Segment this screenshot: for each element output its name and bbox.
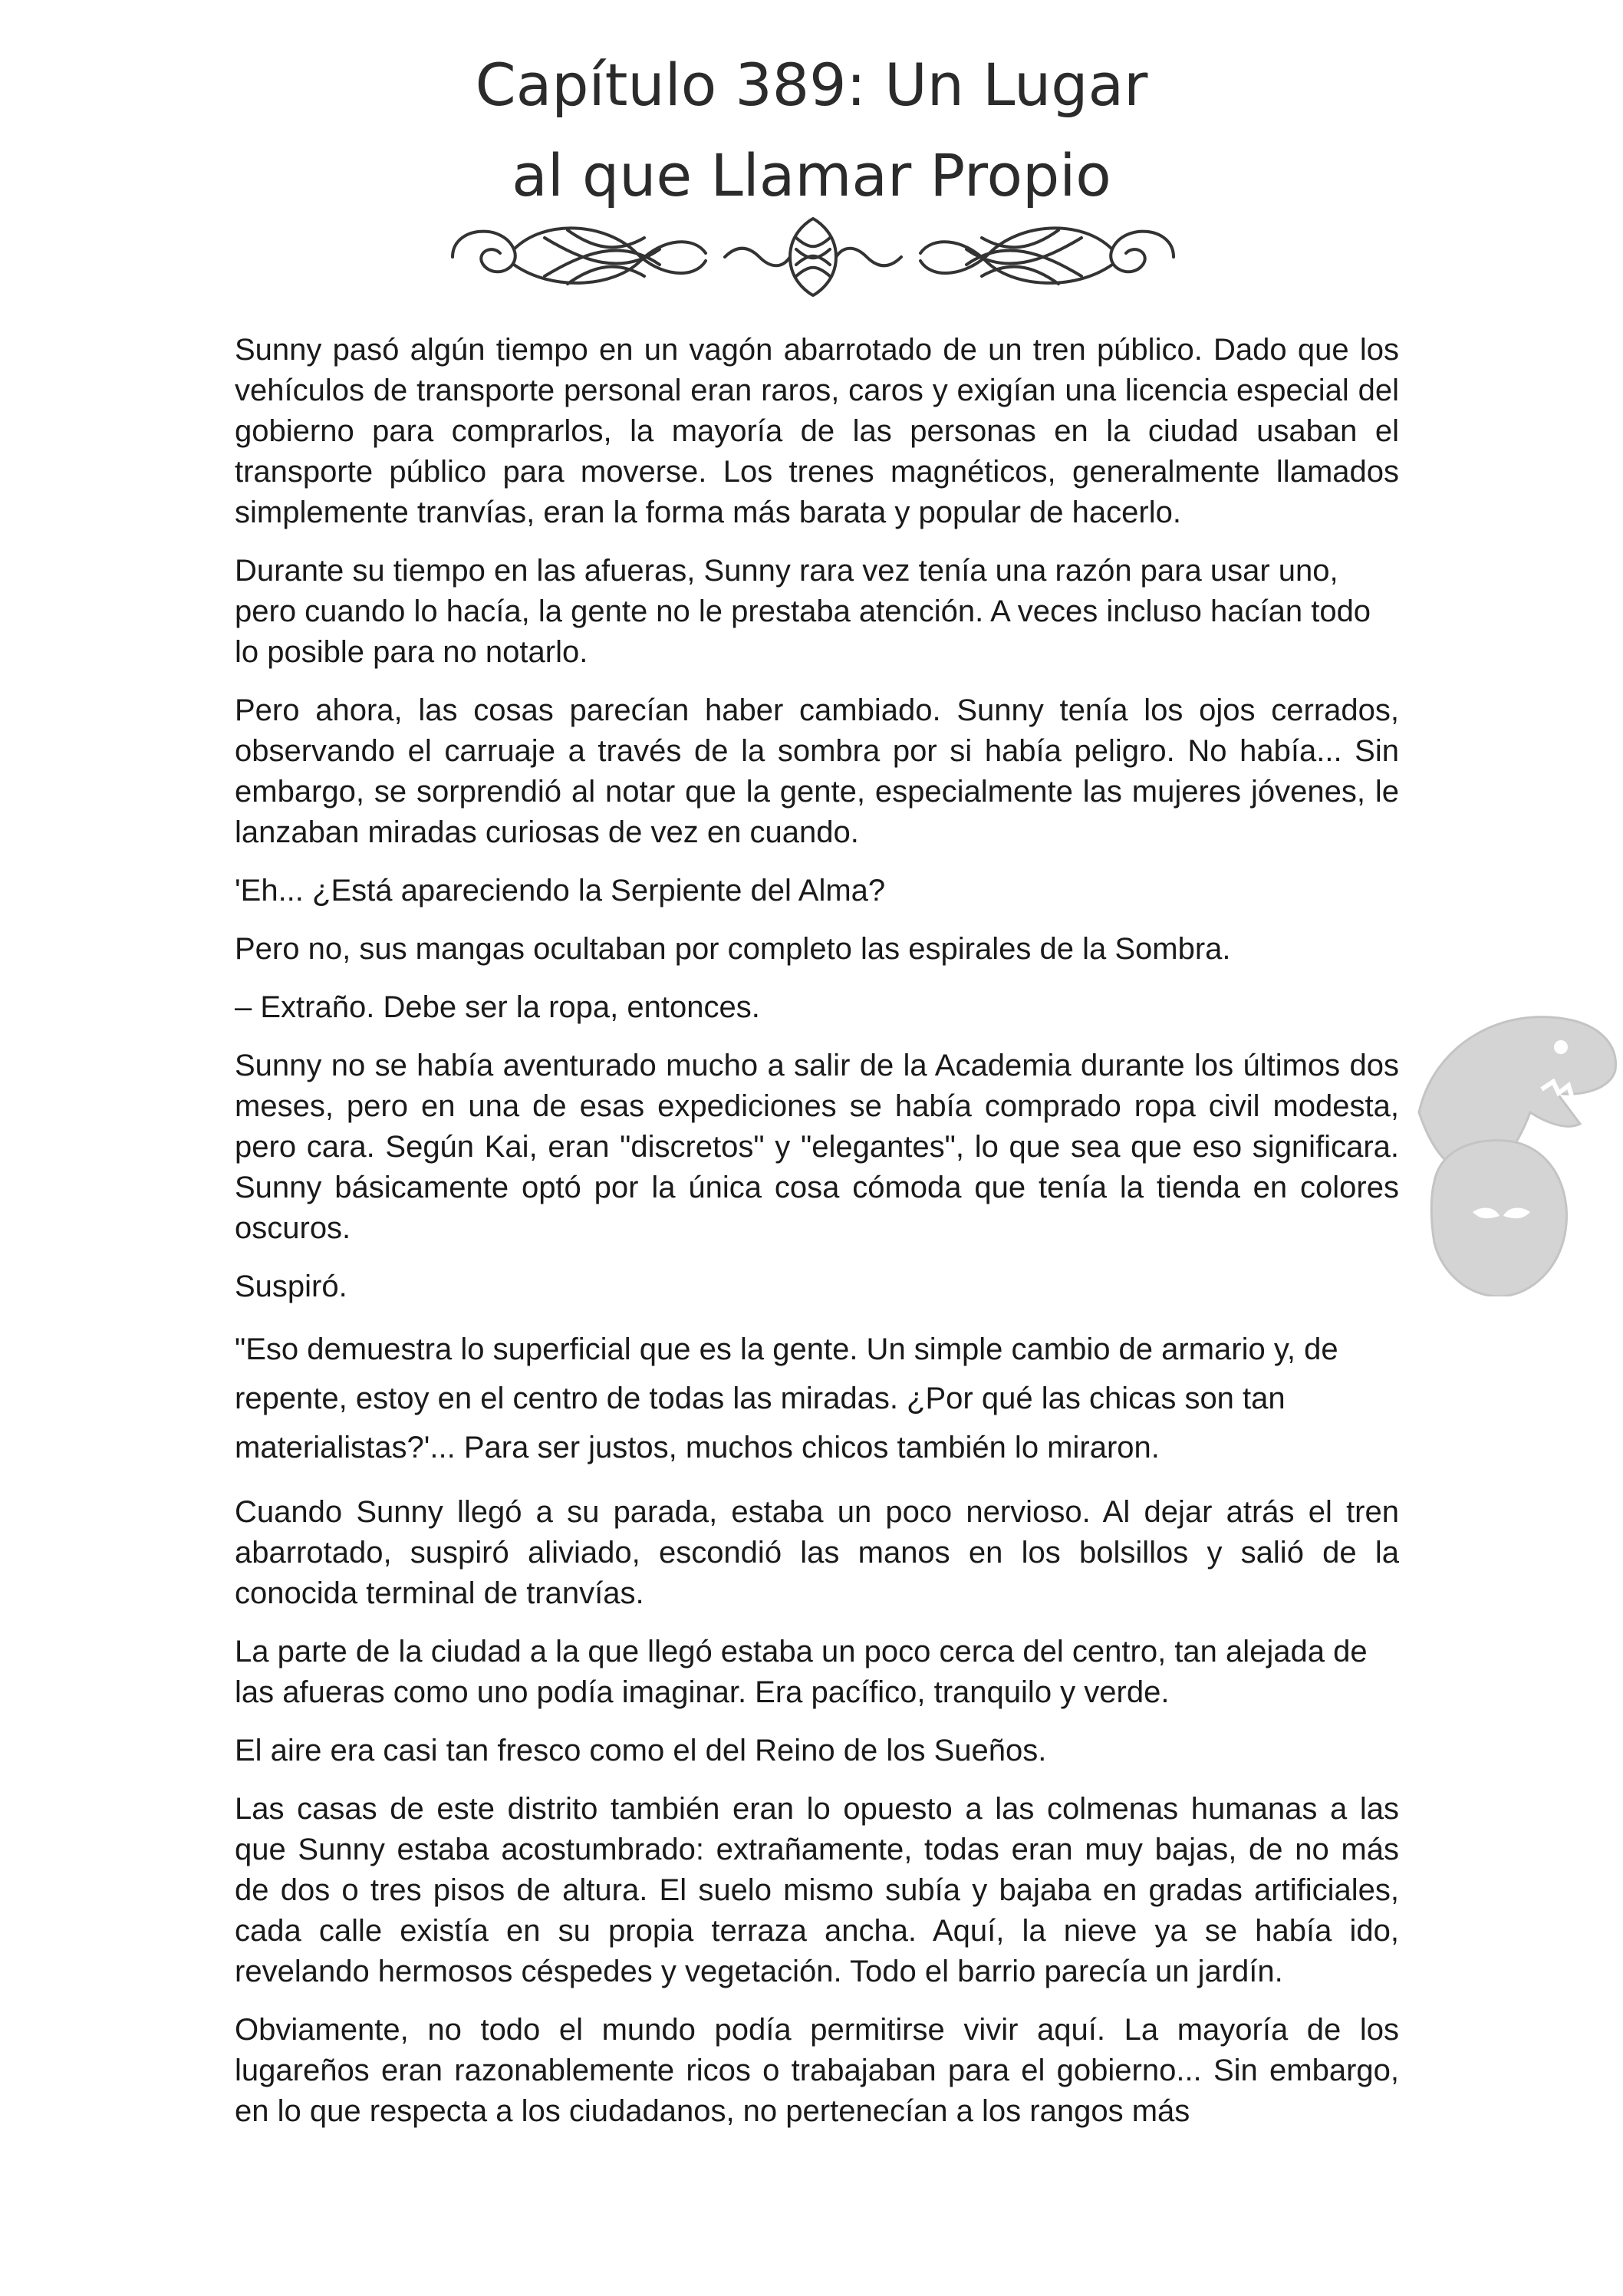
paragraph: La parte de la ciudad a la que llegó estaba un poco cerca del centro, tan alejada de las afueras como uno podía imaginar. Era pacífico, tranquilo y verde. [235,1635,1368,1709]
watermark-logo-icon [1388,990,1623,1296]
paragraph: Durante su tiempo en las afueras, Sunny rara vez tenía una razón para usar uno, pero cuando lo hacía, la gente no le prestaba atención. A veces incluso hacían todo lo posible para no notarlo. [235,554,1371,669]
paragraph: Pero no, sus mangas ocultaban por completo las espirales de la Sombra. [235,932,1231,966]
chapter-title-line-2: al que Llamar Propio [512,141,1111,209]
paragraph: Pero ahora, las cosas parecían haber cambiado. Sunny tenía los ojos cerrados, observando el carruaje a través de la sombra por si había peligro. No había... Sin embargo, se sorprendió al notar que la gente, especialmente las mujeres jóvenes, le lanzaban miradas curiosas de vez en cuando. [235,693,1399,849]
paragraph: – Extraño. Debe ser la ropa, entonces. [235,990,760,1024]
paragraph: "Eso demuestra lo superficial que es la gente. Un simple cambio de armario y, de repente, estoy en el centro de todas las miradas. ¿Por qué las chicas son tan materialistas?'... Para ser justos, muchos chicos también lo miraron. [235,1332,1338,1464]
paragraph: Suspiró. [235,1270,347,1303]
paragraph: Sunny no se había aventurado mucho a salir de la Academia durante los últimos dos meses, pero en una de esas expediciones se había comprado ropa civil modesta, pero cara. Según Kai, eran "discretos" y "elegantes", lo que sea que eso significara. Sunny básicamente optó por la única cosa cómoda que tenía la tienda en colores oscuros. [235,1049,1399,1245]
paragraph: Sunny pasó algún tiempo en un vagón abarrotado de un tren público. Dado que los vehículos de transporte personal eran raros, caros y exigían una licencia especial del gobierno para comprarlos, la mayoría de las personas en la ciudad usaban el transporte público para moverse. Los trenes magnéticos, generalmente llamados simplemente tranvías, eran la forma más barata y popular de hacerlo. [235,333,1399,529]
paragraph: 'Eh... ¿Está apareciendo la Serpiente del Alma? [235,874,886,908]
ornament-divider-icon [430,207,1197,307]
paragraph: Las casas de este distrito también eran lo opuesto a las colmenas humanas a las que Sunny estaba acostumbrado: extrañamente, todas eran muy bajas, de no más de dos o tres pisos de altura. El suelo mismo subía y bajaba en gradas artificiales, cada calle existía en su propia terraza ancha. Aquí, la nieve ya se había ido, revelando hermosos céspedes y vegetación. Todo el barrio parecía un jardín. [235,1792,1399,1988]
paragraph: Obviamente, no todo el mundo podía permitirse vivir aquí. La mayoría de los lugareños eran razonablemente ricos o trabajaban para el gobierno... Sin embargo, en lo que respecta a los ciudadanos, no pertenecían a los rangos más [235,2013,1399,2128]
chapter-title-line-1: Capítulo 389: Un Lugar [475,51,1148,119]
chapter-body [235,330,1399,2149]
paragraph: Cuando Sunny llegó a su parada, estaba un poco nervioso. Al dejar atrás el tren abarrotado, suspiró aliviado, escondió las manos en los bolsillos y salió de la conocida terminal de tranvías. [235,1495,1399,1610]
chapter-title [0,40,1623,221]
paragraph: El aire era casi tan fresco como el del Reino de los Sueños. [235,1734,1047,1767]
